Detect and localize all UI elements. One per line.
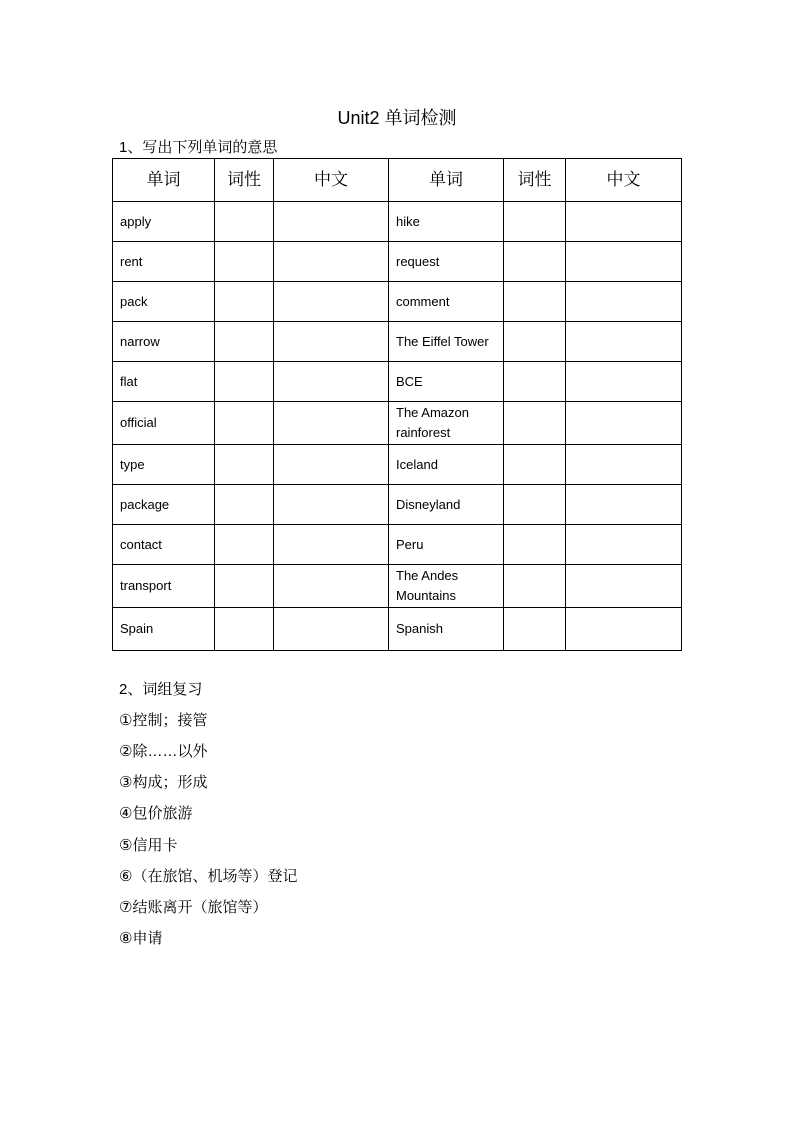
chinese-answer-cell[interactable] [566,322,682,362]
section-1-heading: 1、写出下列单词的意思 [119,139,278,156]
pos-answer-cell[interactable] [215,608,274,651]
pos-answer-cell[interactable] [504,485,566,525]
pos-answer-cell[interactable] [504,362,566,402]
word-cell: Spain [113,608,215,651]
header-chinese-2: 中文 [566,159,682,202]
pos-answer-cell[interactable] [215,565,274,608]
chinese-answer-cell[interactable] [274,565,389,608]
table-row [113,608,682,651]
pos-answer-cell[interactable] [215,445,274,485]
header-word-1: 单词 [113,159,215,202]
word-cell: narrow [113,322,215,362]
phrase-item: ⑦结账离开（旅馆等） [119,899,268,916]
word-cell: The Amazon rainforest [389,402,504,445]
chinese-answer-cell[interactable] [274,202,389,242]
pos-answer-cell[interactable] [215,322,274,362]
chinese-answer-cell[interactable] [274,402,389,445]
pos-answer-cell[interactable] [504,402,566,445]
chinese-answer-cell[interactable] [566,608,682,651]
table-row [113,362,682,402]
pos-answer-cell[interactable] [504,322,566,362]
word-cell: official [113,402,215,445]
header-word-2: 单词 [389,159,504,202]
header-pos-2: 词性 [504,159,566,202]
pos-answer-cell[interactable] [215,485,274,525]
chinese-answer-cell[interactable] [566,402,682,445]
pos-answer-cell[interactable] [504,445,566,485]
pos-answer-cell[interactable] [504,565,566,608]
phrase-item: ④包价旅游 [119,805,193,822]
chinese-answer-cell[interactable] [566,525,682,565]
pos-answer-cell[interactable] [504,525,566,565]
pos-answer-cell[interactable] [215,282,274,322]
table-row [113,525,682,565]
pos-answer-cell[interactable] [504,242,566,282]
word-cell: BCE [389,362,504,402]
table-row [113,282,682,322]
phrase-item: ⑤信用卡 [119,837,178,854]
word-cell: hike [389,202,504,242]
pos-answer-cell[interactable] [215,362,274,402]
word-cell: The Eiffel Tower [389,322,504,362]
table-row [113,202,682,242]
chinese-answer-cell[interactable] [566,242,682,282]
word-cell: Iceland [389,445,504,485]
word-cell: package [113,485,215,525]
word-cell: comment [389,282,504,322]
table-row [113,445,682,485]
chinese-answer-cell[interactable] [274,525,389,565]
chinese-answer-cell[interactable] [274,282,389,322]
chinese-answer-cell[interactable] [274,445,389,485]
section-2-heading: 2、词组复习 [119,681,203,698]
word-cell: Spanish [389,608,504,651]
chinese-answer-cell[interactable] [566,485,682,525]
vocabulary-table [112,158,682,651]
chinese-answer-cell[interactable] [566,362,682,402]
word-cell: rent [113,242,215,282]
table-header-row [113,159,682,202]
phrase-item: ⑥（在旅馆、机场等）登记 [119,868,298,885]
chinese-answer-cell[interactable] [274,485,389,525]
word-cell: flat [113,362,215,402]
page-title: Unit2 单词检测 [337,108,457,128]
word-cell: apply [113,202,215,242]
word-cell: pack [113,282,215,322]
chinese-answer-cell[interactable] [274,242,389,282]
phrase-item: ⑧申请 [119,930,163,947]
word-cell: Peru [389,525,504,565]
table-row [113,322,682,362]
chinese-answer-cell[interactable] [566,565,682,608]
header-chinese-1: 中文 [274,159,389,202]
header-pos-1: 词性 [215,159,274,202]
chinese-answer-cell[interactable] [566,202,682,242]
pos-answer-cell[interactable] [504,282,566,322]
pos-answer-cell[interactable] [215,242,274,282]
word-cell: type [113,445,215,485]
table-row [113,402,682,445]
pos-answer-cell[interactable] [215,402,274,445]
pos-answer-cell[interactable] [215,202,274,242]
chinese-answer-cell[interactable] [274,362,389,402]
phrase-item: ①控制；接管 [119,712,208,729]
word-cell: Disneyland [389,485,504,525]
chinese-answer-cell[interactable] [274,322,389,362]
table-row [113,485,682,525]
chinese-answer-cell[interactable] [566,282,682,322]
chinese-answer-cell[interactable] [274,608,389,651]
phrase-item: ③构成；形成 [119,774,208,791]
pos-answer-cell[interactable] [504,608,566,651]
table-row [113,242,682,282]
pos-answer-cell[interactable] [504,202,566,242]
word-cell: contact [113,525,215,565]
word-cell: The Andes Mountains [389,565,504,608]
pos-answer-cell[interactable] [215,525,274,565]
phrase-item: ②除……以外 [119,743,208,760]
chinese-answer-cell[interactable] [566,445,682,485]
table-row [113,565,682,608]
word-cell: transport [113,565,215,608]
word-cell: request [389,242,504,282]
